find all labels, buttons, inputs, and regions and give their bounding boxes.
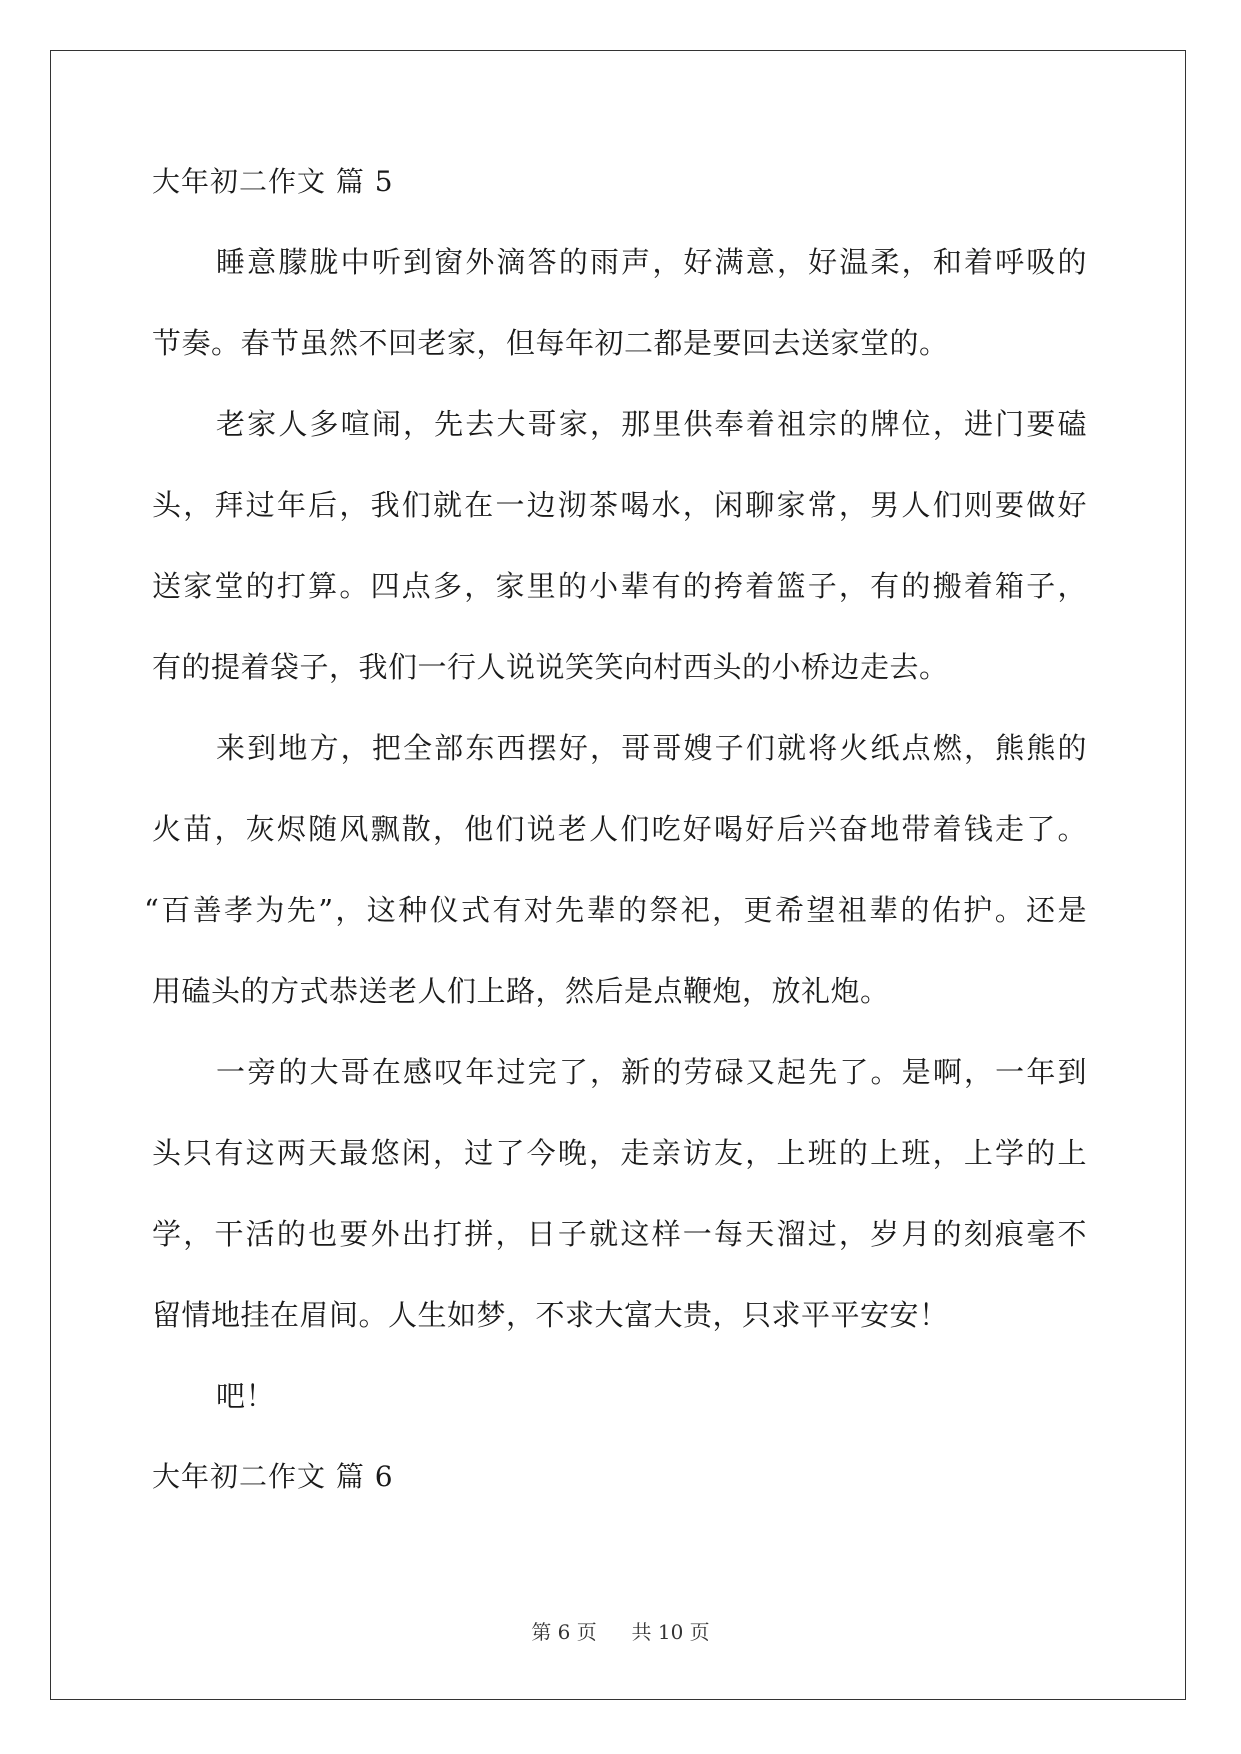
text-line: 吧！: [216, 1379, 276, 1413]
document-body: [144, 162, 1087, 1537]
text-line: 头只有这两天最悠闲，过了今晚，走亲访友，上班的上班，上学的上: [152, 1136, 1087, 1170]
text-line: 睡意朦胧中听到窗外滴答的雨声，好满意，好温柔，和着呼吸的: [216, 245, 1087, 279]
text-line: 老家人多喧闹，先去大哥家，那里供奉着祖宗的牌位，进门要磕: [216, 407, 1087, 441]
text-line: 火苗，灰烬随风飘散，他们说老人们吃好喝好后兴奋地带着钱走了。: [152, 812, 1087, 846]
section-title-6: 大年初二作文 篇 6: [152, 1460, 394, 1493]
text-line: “百善孝为先”，这种仪式有对先辈的祭祀，更希望祖辈的佑护。还是: [144, 893, 1087, 927]
paragraph-2: [152, 404, 1087, 688]
page-number-current: 第 6 页: [531, 1620, 597, 1644]
text-line: 来到地方，把全部东西摆好，哥哥嫂子们就将火纸点燃，熊熊的: [216, 731, 1087, 765]
text-line: 节奏。春节虽然不回老家，但每年初二都是要回去送家堂的。: [152, 326, 949, 360]
text-line: 留情地挂在眉间。人生如梦，不求大富大贵，只求平平安安！: [152, 1298, 949, 1332]
paragraph-4: [152, 1052, 1087, 1336]
text-line: 头，拜过年后，我们就在一边沏茶喝水，闲聊家常，男人们则要做好: [152, 488, 1087, 522]
page-number-total: 共 10 页: [631, 1620, 710, 1644]
paragraph-3: [144, 728, 1087, 1012]
section-title-5: 大年初二作文 篇 5: [152, 165, 394, 198]
paragraph-1: [152, 242, 1087, 364]
text-line: 有的提着袋子，我们一行人说说笑笑向村西头的小桥边走去。: [152, 650, 949, 684]
text-line: 用磕头的方式恭送老人们上路，然后是点鞭炮，放礼炮。: [152, 974, 890, 1008]
text-line: 一旁的大哥在感叹年过完了，新的劳碌又起先了。是啊，一年到: [216, 1055, 1087, 1089]
text-line: 学，干活的也要外出打拼，日子就这样一每天溜过，岁月的刻痕毫不: [152, 1217, 1087, 1251]
text-line: 送家堂的打算。四点多，家里的小辈有的挎着篮子，有的搬着箱子，: [152, 569, 1087, 603]
page-footer: [0, 1620, 1241, 1644]
paragraph-5: [152, 1376, 1087, 1417]
